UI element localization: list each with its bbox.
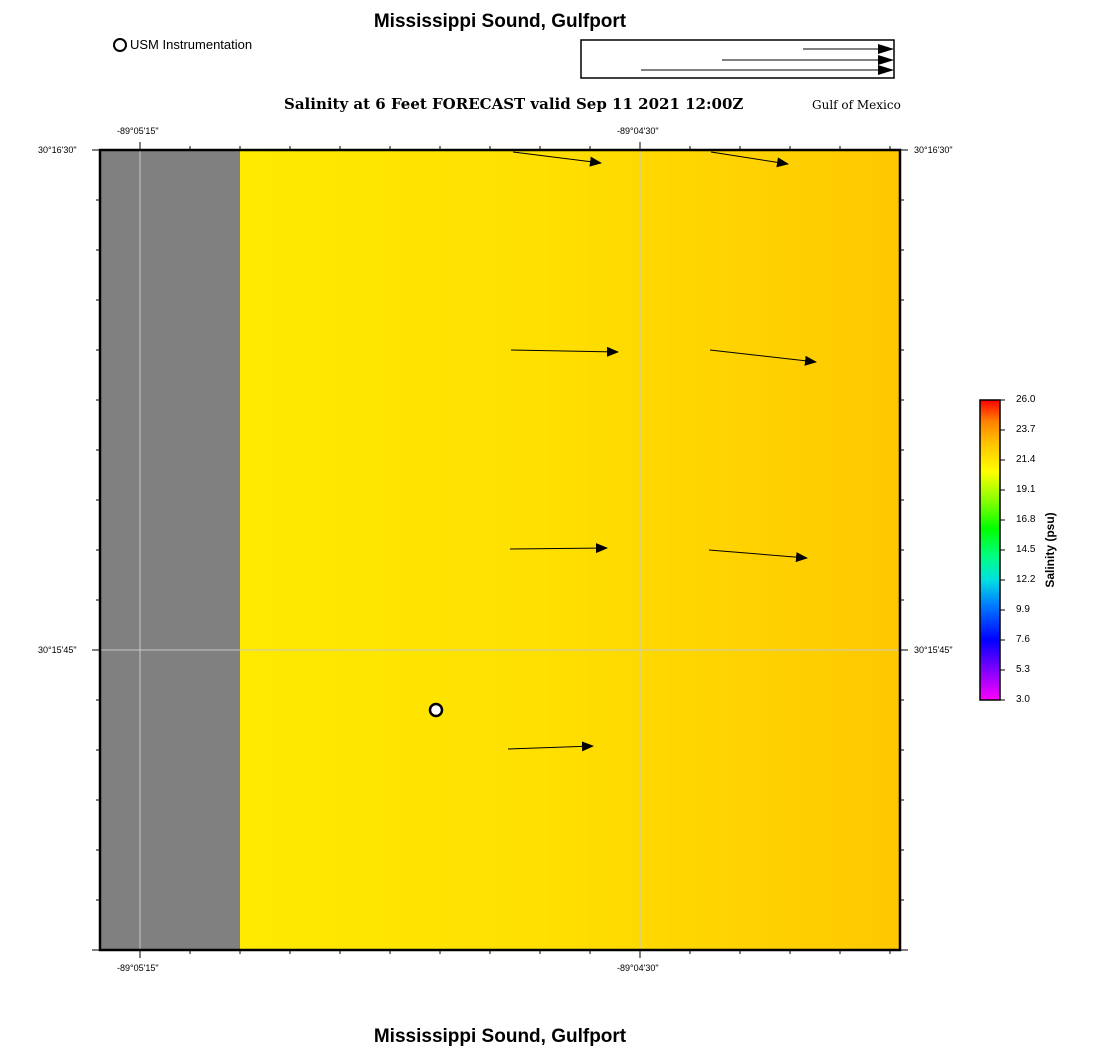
station-legend-label: USM Instrumentation xyxy=(130,37,253,52)
lon-label-bottom: -89°04'30" xyxy=(617,963,659,973)
vector-scale-box xyxy=(581,40,894,78)
region-label: Gulf of Mexico xyxy=(812,98,901,112)
lon-label-bottom: -89°05'15" xyxy=(117,963,159,973)
colorbar-tick-label: 9.9 xyxy=(1016,604,1030,615)
colorbar-tick-label: 16.8 xyxy=(1016,514,1036,525)
colorbar-tick-label: 26.0 xyxy=(1016,394,1036,405)
colorbar-tick-label: 21.4 xyxy=(1016,454,1036,465)
colorbar-tick-label: 23.7 xyxy=(1016,424,1036,435)
colorbar-tick-label: 19.1 xyxy=(1016,484,1036,495)
colorbar-tick-label: 3.0 xyxy=(1016,694,1030,705)
colorbar-tick-label: 7.6 xyxy=(1016,634,1030,645)
colorbar-tick-label: 5.3 xyxy=(1016,664,1030,675)
colorbar-scale xyxy=(980,400,1000,700)
map-subtitle: Salinity at 6 Feet FORECAST valid Sep 11 2021 12:00Z xyxy=(284,95,744,113)
colorbar-tick-label: 12.2 xyxy=(1016,574,1036,585)
map-title: Mississippi Sound, Gulfport xyxy=(373,11,627,32)
land-area xyxy=(100,150,240,950)
lat-label-left: 30°15'45" xyxy=(38,645,77,655)
water-area xyxy=(240,150,900,950)
map-footer-title: Mississippi Sound, Gulfport xyxy=(373,1026,627,1047)
colorbar-title: Salinity (psu) xyxy=(1043,512,1057,588)
lon-label-top: -89°05'15" xyxy=(117,126,159,136)
lat-label-right: 30°16'30" xyxy=(914,145,953,155)
lat-label-left: 30°16'30" xyxy=(38,145,77,155)
usm-station-marker xyxy=(430,704,442,716)
lat-label-right: 30°15'45" xyxy=(914,645,953,655)
lon-label-top: -89°04'30" xyxy=(617,126,659,136)
colorbar-tick-label: 14.5 xyxy=(1016,544,1036,555)
